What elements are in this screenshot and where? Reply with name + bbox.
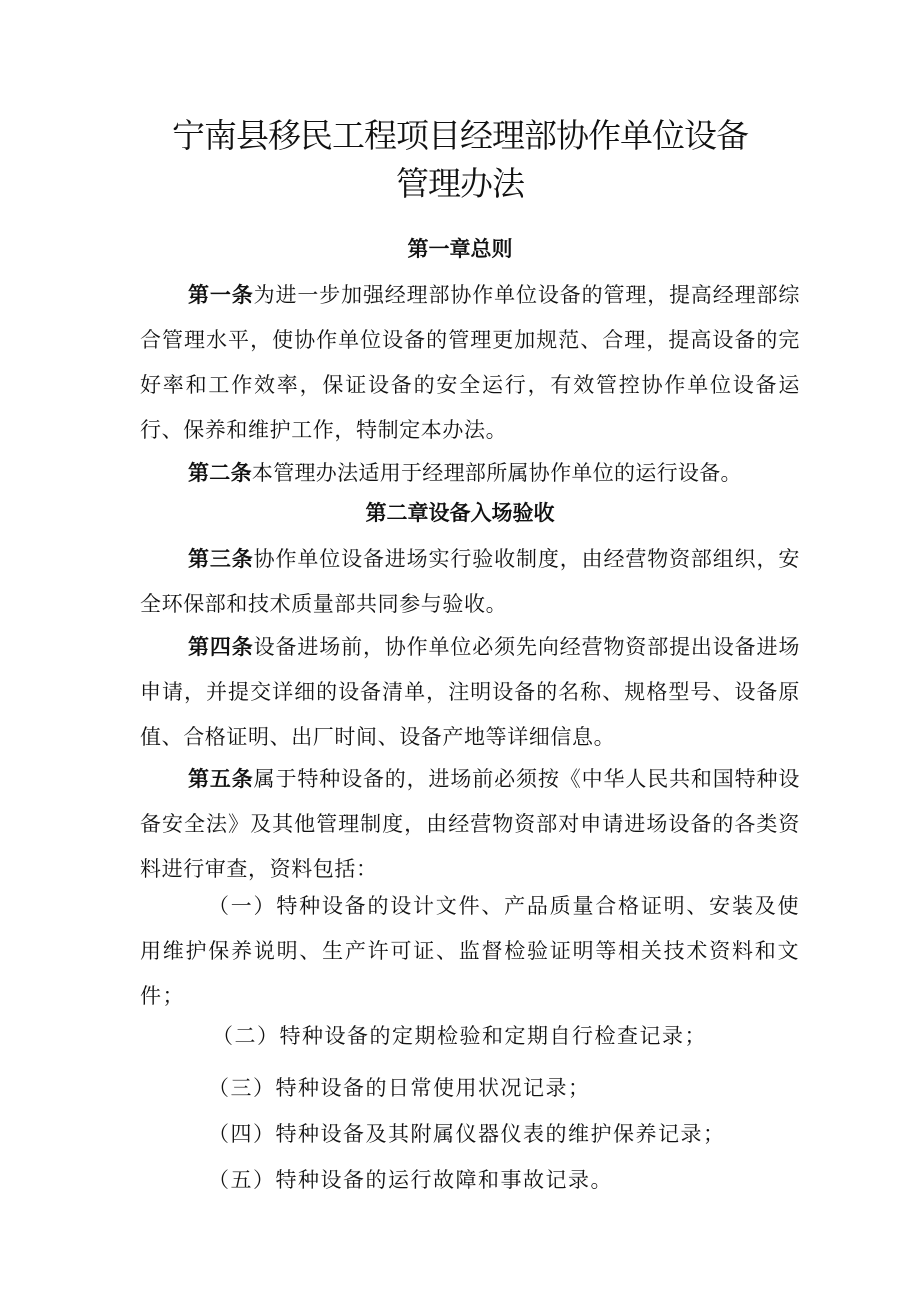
chapter-2-heading: 第二章设备入场验收 [365, 500, 555, 525]
list-item: （四）特种设备及其附属仪器仪表的维护保养记录； [208, 1122, 726, 1146]
chapter-1-heading: 第一章总则 [407, 236, 513, 261]
article-text: 本管理办法适用于经理部所属协作单位的运行设备。 [251, 461, 742, 485]
article-label: 第五条 [188, 766, 254, 791]
article-text: 设备进场前，协作单位必须先向经营物资部提出设备进场申请，并提交详细的设备清单，注明设备的名称、规格型号、设备原值、合格证明、出厂时间、设备产地等详细信息。 [140, 635, 800, 749]
article-text: 属于特种设备的，进场前必须按《中华人民共和国特种设备安全法》及其他管理制度，由经营物资部对申请进场设备的各类资料进行审查，资料包括： [140, 767, 800, 881]
article-text: 协作单位设备进场实行验收制度，由经营物资部组织，安全环保部和技术质量部共同参与验收。 [140, 547, 800, 616]
list-item: （三）特种设备的日常使用状况记录； [208, 1076, 591, 1100]
list-item: （二）特种设备的定期检验和定期自行检查记录； [212, 1024, 707, 1048]
article-label: 第二条 [188, 460, 252, 485]
article-2 [140, 450, 820, 496]
article-label: 第三条 [188, 546, 254, 571]
list-item: （一）特种设备的设计文件、产品质量合格证明、安装及使用维护保养说明、生产许可证、监督检验证明等相关技术资料和文件； [140, 894, 800, 1008]
list-item: （五）特种设备的运行故障和事故记录。 [208, 1168, 613, 1192]
article-label: 第四条 [188, 634, 254, 659]
document-title-line-2: 管理办法 [396, 164, 524, 203]
article-4 [140, 624, 800, 760]
article-text: 为进一步加强经理部协作单位设备的管理，提高经理部综合管理水平，使协作单位设备的管理更加规范、合理，提高设备的完好率和工作效率，保证设备的安全运行，有效管控协作单位设备运行、保养和维护工作，特制定本办法。 [140, 283, 800, 442]
article-3 [140, 536, 800, 627]
article-1 [140, 272, 800, 453]
article-label: 第一条 [188, 282, 254, 307]
document-title-line-1: 宁南县移民工程项目经理部协作单位设备 [172, 116, 748, 155]
article-5 [140, 756, 800, 892]
